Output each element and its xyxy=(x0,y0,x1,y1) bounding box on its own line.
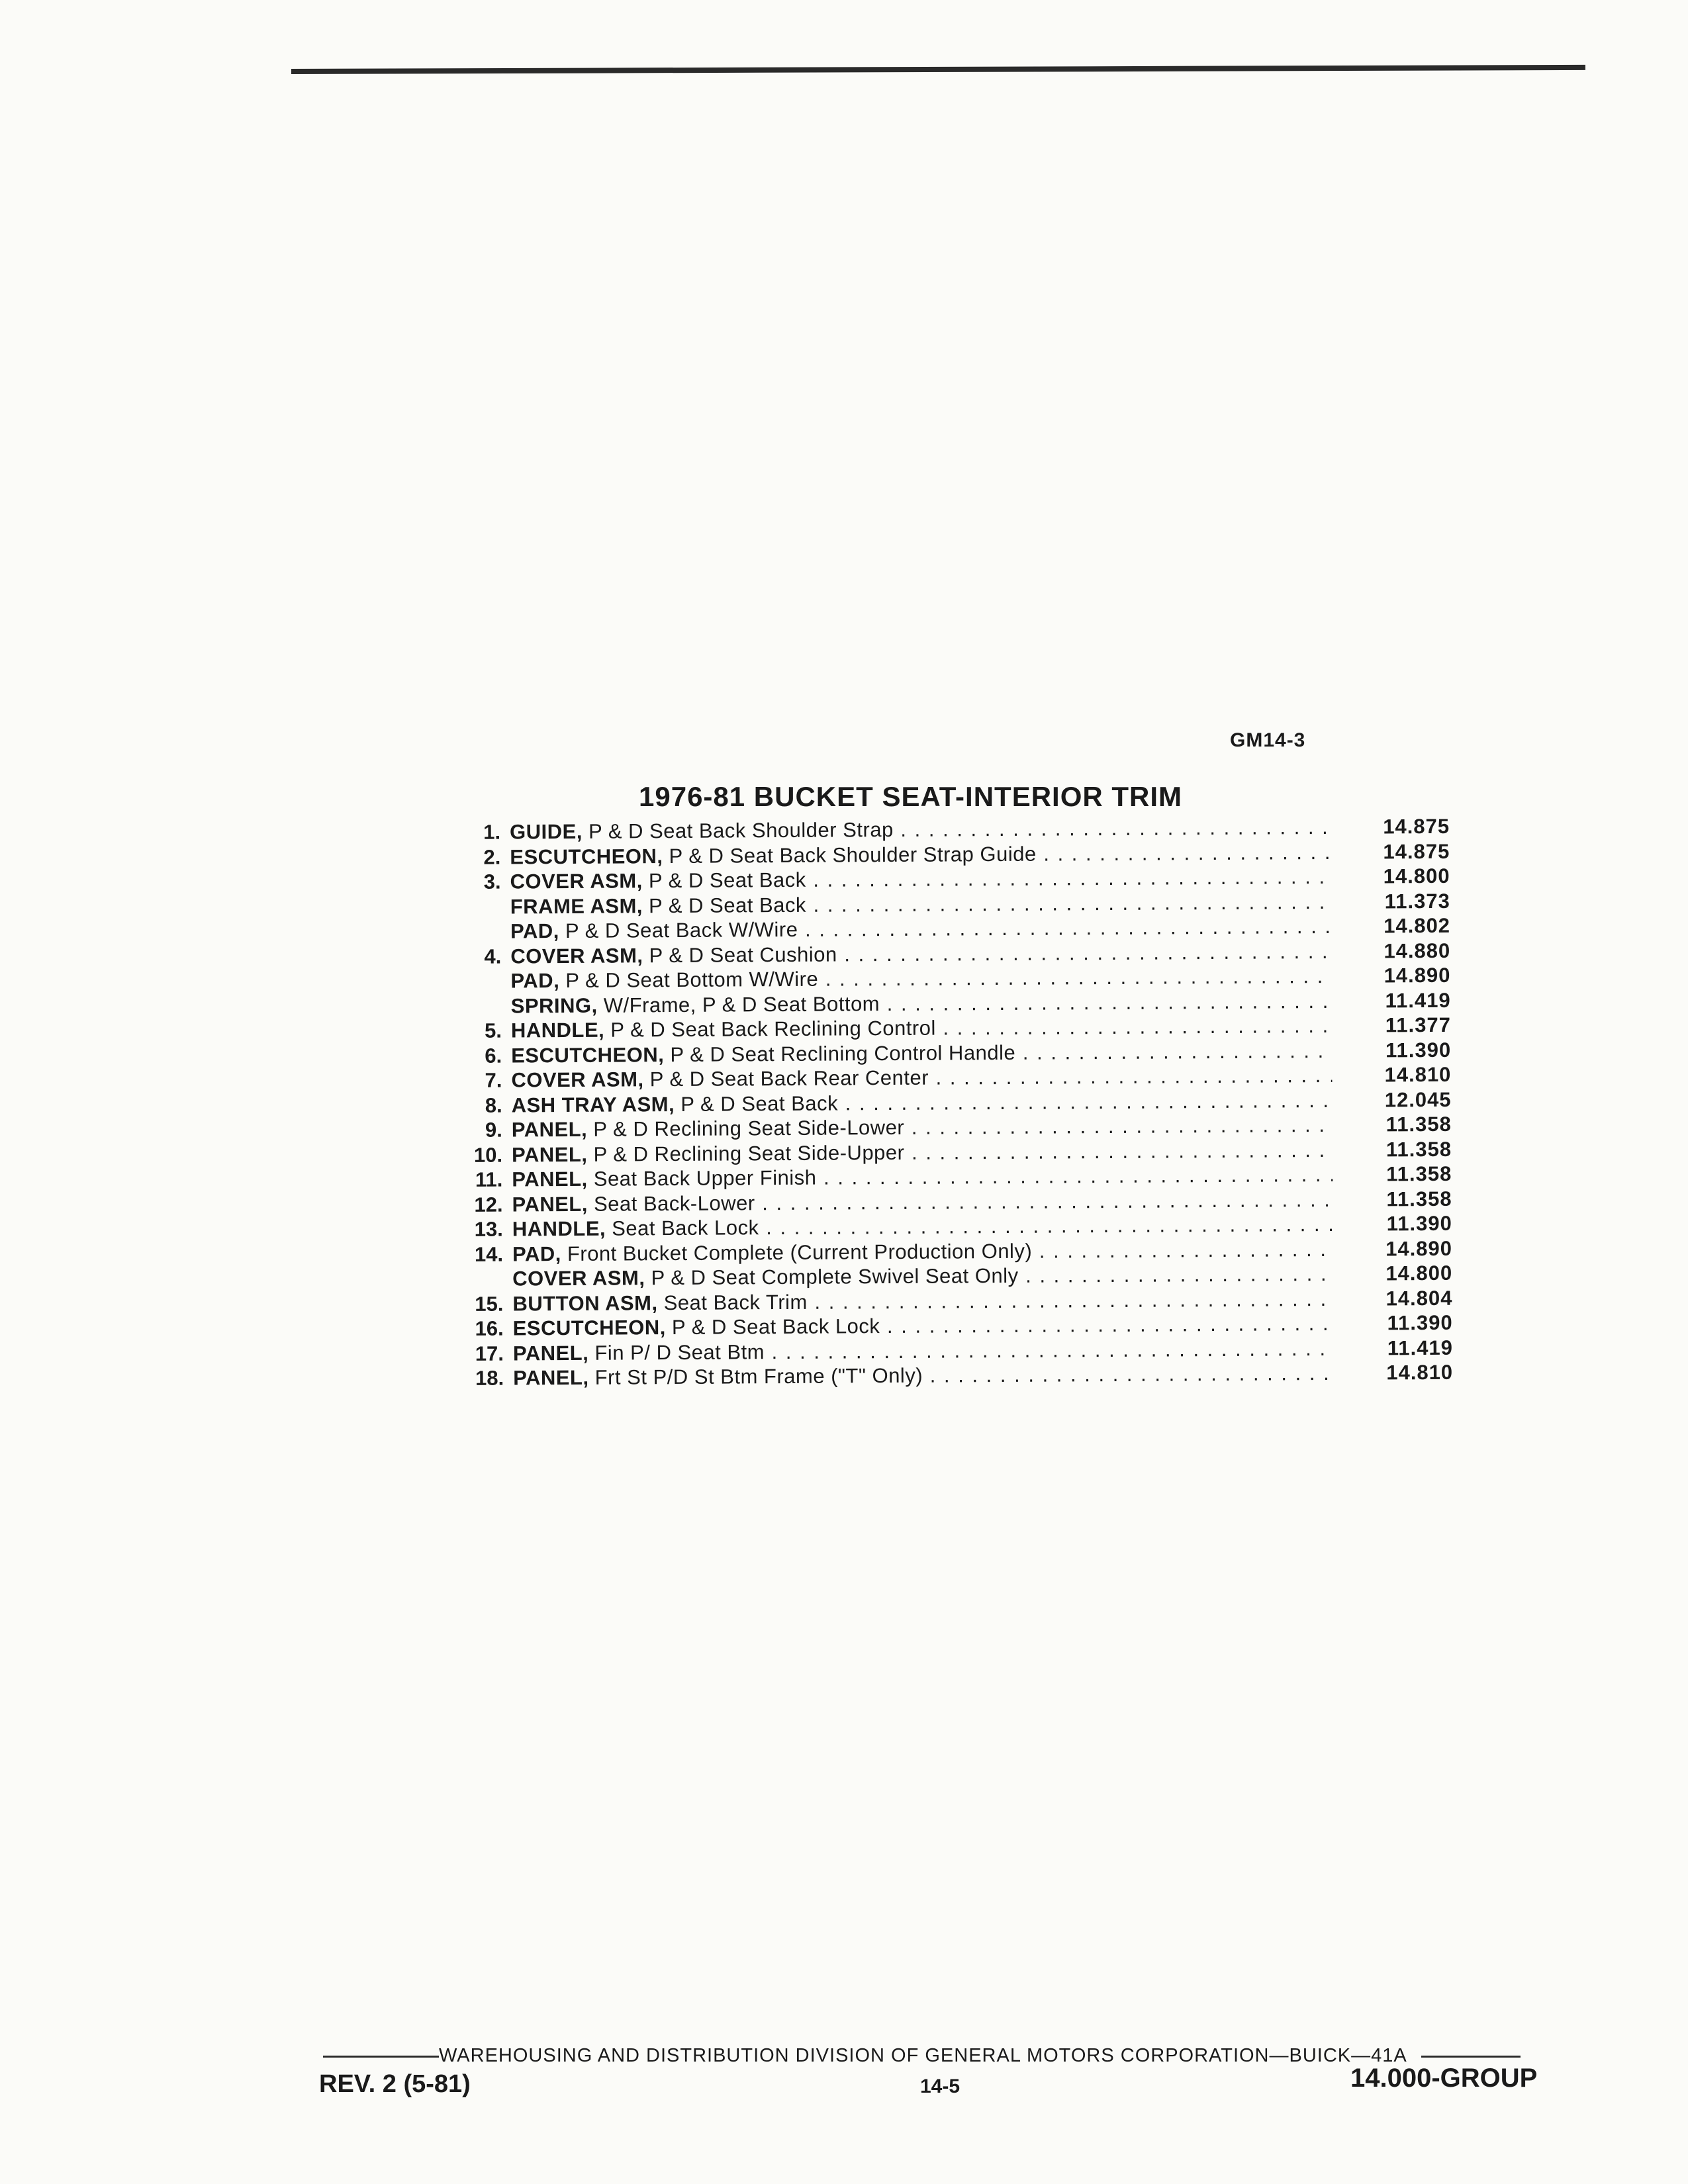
part-description xyxy=(512,1088,1333,1117)
part-number: 3. xyxy=(483,870,501,893)
part-description xyxy=(512,1113,1333,1142)
part-detail: Frt St P/D St Btm Frame ("T" Only) xyxy=(594,1363,923,1389)
part-code: 14.802 xyxy=(1383,913,1451,938)
part-code: 11.390 xyxy=(1385,1038,1452,1062)
part-number: 12. xyxy=(474,1193,503,1216)
top-rule xyxy=(291,65,1585,74)
part-code: 14.810 xyxy=(1386,1360,1454,1385)
revision-label: REV. 2 (5-81) xyxy=(319,2070,471,2098)
part-number: 14. xyxy=(474,1242,504,1266)
part-code: 11.358 xyxy=(1386,1187,1452,1210)
part-description xyxy=(512,1237,1333,1266)
part-description xyxy=(511,989,1332,1018)
group-label: 14.000-GROUP xyxy=(1350,2064,1538,2093)
part-name: HANDLE, xyxy=(510,1018,605,1042)
part-code: 14.800 xyxy=(1385,1261,1453,1285)
page-number: 14-5 xyxy=(920,2075,961,2097)
part-description xyxy=(512,1138,1333,1167)
part-detail: Fin P/ D Seat Btm xyxy=(594,1340,765,1365)
part-description xyxy=(512,1262,1333,1291)
part-code: 11.377 xyxy=(1385,1013,1452,1037)
part-number: 10. xyxy=(473,1143,503,1167)
part-description xyxy=(512,1287,1333,1316)
part-code: 14.875 xyxy=(1383,814,1450,839)
part-code: 14.890 xyxy=(1383,963,1451,987)
part-name: ESCUTCHEON, xyxy=(510,844,663,869)
part-name: ESCUTCHEON, xyxy=(512,1316,666,1340)
part-code: 11.390 xyxy=(1387,1310,1453,1335)
part-detail: Front Bucket Complete (Current Production Only) xyxy=(567,1239,1033,1265)
part-code: 14.804 xyxy=(1385,1286,1453,1310)
part-description xyxy=(513,1361,1334,1390)
part-name: GUIDE, xyxy=(509,819,583,844)
part-name: PAD, xyxy=(512,1242,561,1265)
part-number: 2. xyxy=(483,845,501,869)
part-name: ASH TRAY ASM, xyxy=(511,1092,675,1117)
part-detail: Seat Back Lock xyxy=(612,1216,759,1240)
part-name: COVER ASM, xyxy=(510,869,643,893)
part-description xyxy=(513,1312,1334,1341)
part-name: BUTTON ASM, xyxy=(512,1291,658,1315)
part-detail: P & D Seat Cushion xyxy=(649,942,837,967)
part-number: 5. xyxy=(484,1019,502,1042)
part-code: 12.045 xyxy=(1384,1087,1452,1111)
part-detail: P & D Reclining Seat Side-Upper xyxy=(593,1140,905,1166)
part-detail: P & D Seat Complete Swivel Seat Only xyxy=(651,1263,1019,1290)
page-code: GM14-3 xyxy=(1230,729,1306,751)
part-number: 15. xyxy=(475,1292,504,1316)
part-name: COVER ASM, xyxy=(511,1068,644,1092)
part-description xyxy=(511,1038,1332,1068)
part-detail: P & D Seat Back Shoulder Strap Guide xyxy=(669,842,1037,868)
part-number: 11. xyxy=(475,1167,503,1191)
part-name: FRAME ASM, xyxy=(510,893,643,919)
part-description xyxy=(510,939,1331,968)
part-number: 7. xyxy=(485,1068,502,1092)
part-description xyxy=(512,1163,1333,1192)
part-name: PANEL, xyxy=(511,1117,588,1142)
part-name: PANEL, xyxy=(512,1192,588,1216)
part-description xyxy=(512,1187,1333,1216)
part-description xyxy=(510,964,1331,993)
part-code: 11.358 xyxy=(1385,1112,1452,1136)
footer-publisher: WAREHOUSING AND DISTRIBUTION DIVISION OF GENERAL MOTORS CORPORATION—BUICK—41A xyxy=(439,2045,1407,2066)
part-number: 9. xyxy=(485,1118,502,1142)
part-code: 11.373 xyxy=(1384,889,1450,913)
part-number: 13. xyxy=(474,1217,503,1241)
part-description xyxy=(513,1336,1334,1365)
part-name: COVER ASM, xyxy=(512,1266,645,1291)
part-description xyxy=(512,1212,1333,1242)
part-number: 17. xyxy=(475,1342,504,1365)
part-code: 14.875 xyxy=(1383,839,1450,863)
part-detail: W/Frame, P & D Seat Bottom xyxy=(603,991,880,1017)
part-number: 8. xyxy=(485,1093,502,1117)
part-name: PANEL, xyxy=(513,1365,589,1390)
part-description xyxy=(510,865,1331,894)
part-detail: P & D Seat Back xyxy=(680,1091,839,1116)
part-number: 18. xyxy=(475,1366,504,1390)
part-code: 14.890 xyxy=(1385,1236,1453,1260)
part-description xyxy=(510,815,1331,844)
part-code: 14.800 xyxy=(1383,864,1450,888)
part-detail: P & D Seat Back xyxy=(648,868,806,893)
part-name: PAD, xyxy=(510,919,559,943)
part-number: 1. xyxy=(483,820,501,844)
part-detail: P & D Seat Back W/Wire xyxy=(565,917,798,943)
part-detail: Seat Back Upper Finish xyxy=(593,1165,817,1191)
part-detail: P & D Seat Back xyxy=(648,893,807,917)
part-name: HANDLE, xyxy=(512,1216,606,1241)
part-detail: P & D Seat Back Lock xyxy=(671,1314,880,1340)
part-code: 11.390 xyxy=(1386,1211,1452,1236)
part-name: COVER ASM, xyxy=(510,943,643,968)
part-description xyxy=(510,889,1331,919)
part-name: SPRING, xyxy=(510,993,598,1018)
footer-rule-left xyxy=(323,2056,439,2058)
part-name: PAD, xyxy=(510,969,560,993)
part-detail: P & D Seat Back Shoulder Strap xyxy=(588,817,894,843)
part-description xyxy=(510,915,1331,944)
part-code: 14.810 xyxy=(1384,1062,1452,1087)
parts-list xyxy=(457,815,1453,1392)
part-number: 6. xyxy=(485,1044,502,1068)
part-detail: P & D Seat Reclining Control Handle xyxy=(670,1040,1016,1066)
page-title: 1976-81 BUCKET SEAT-INTERIOR TRIM xyxy=(639,781,1183,812)
part-detail: Seat Back-Lower xyxy=(593,1191,755,1216)
part-detail: P & D Reclining Seat Side-Lower xyxy=(593,1115,905,1141)
part-detail: P & D Seat Back Rear Center xyxy=(649,1066,929,1091)
part-description xyxy=(511,1064,1332,1093)
part-detail: P & D Seat Back Reclining Control xyxy=(610,1016,936,1042)
part-detail: P & D Seat Bottom W/Wire xyxy=(565,967,819,993)
part-name: PANEL, xyxy=(511,1142,588,1167)
part-row xyxy=(460,1361,1453,1392)
part-detail: Seat Back Trim xyxy=(663,1290,808,1314)
part-description xyxy=(511,1014,1332,1043)
part-code: 14.880 xyxy=(1383,938,1451,962)
part-name: PANEL, xyxy=(512,1341,589,1365)
part-name: ESCUTCHEON, xyxy=(511,1042,665,1068)
footer-rule-right xyxy=(1421,2056,1521,2058)
part-code: 11.419 xyxy=(1385,988,1451,1012)
part-description xyxy=(510,840,1331,869)
part-name: PANEL, xyxy=(512,1167,588,1191)
part-number: 16. xyxy=(475,1316,504,1340)
part-code: 11.419 xyxy=(1387,1336,1453,1359)
part-number: 4. xyxy=(484,944,502,968)
part-code: 11.358 xyxy=(1386,1161,1452,1186)
part-code: 11.358 xyxy=(1385,1137,1452,1161)
